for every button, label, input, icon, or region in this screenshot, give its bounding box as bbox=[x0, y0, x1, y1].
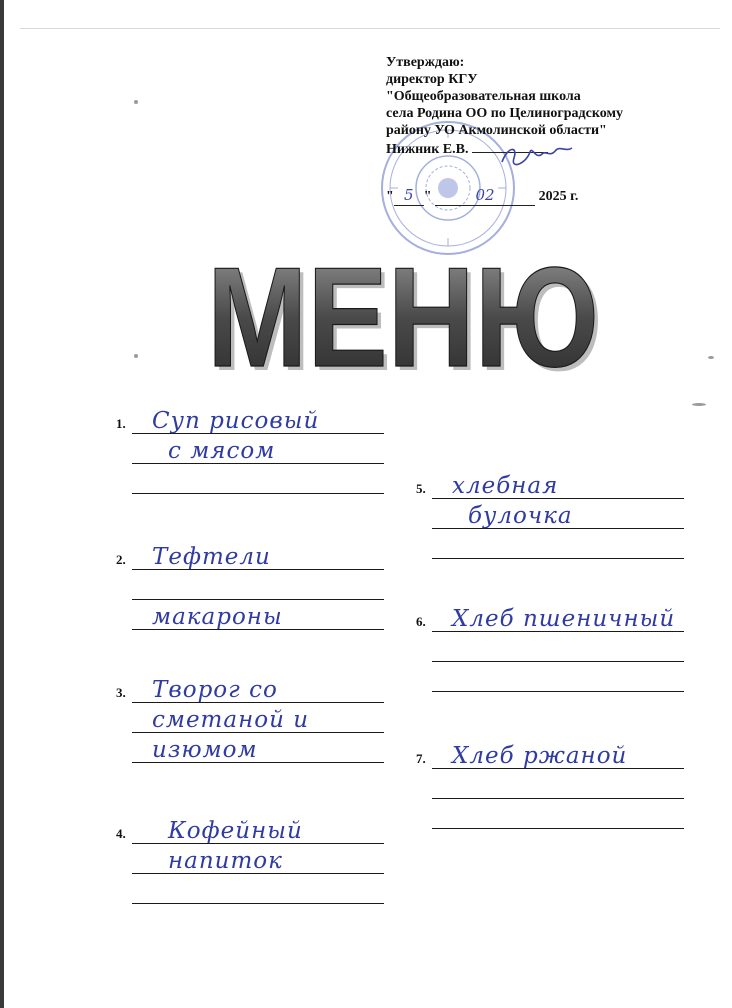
approval-heading: Утверждаю: bbox=[386, 55, 465, 70]
menu-item-3 bbox=[116, 677, 384, 770]
menu-line bbox=[132, 471, 384, 494]
menu-item-2 bbox=[116, 544, 384, 637]
menu-item-text: Хлеб ржаной bbox=[452, 743, 628, 769]
menu-item-1 bbox=[116, 408, 384, 501]
menu-item-number: 5. bbox=[416, 481, 426, 496]
date-day-blank bbox=[394, 187, 424, 206]
menu-line bbox=[132, 438, 384, 464]
scan-speck bbox=[134, 100, 138, 104]
date-quote: " bbox=[423, 189, 432, 204]
menu-line bbox=[432, 536, 684, 559]
menu-item-text: с мясом bbox=[168, 438, 276, 464]
menu-item-number: 4. bbox=[116, 826, 126, 841]
menu-line bbox=[132, 707, 384, 733]
menu-item-text: изюмом bbox=[152, 737, 258, 763]
menu-line bbox=[116, 677, 384, 703]
menu-line bbox=[432, 669, 684, 692]
menu-line bbox=[116, 408, 384, 434]
menu-item-text: напиток bbox=[168, 848, 283, 874]
menu-item-text: макароны bbox=[152, 604, 283, 630]
menu-item-number: 6. bbox=[416, 614, 426, 629]
menu-item-number: 7. bbox=[416, 751, 426, 766]
menu-title bbox=[200, 258, 610, 378]
menu-item-number: 1. bbox=[116, 416, 126, 431]
menu-line bbox=[132, 604, 384, 630]
menu-line bbox=[432, 503, 684, 529]
menu-line bbox=[416, 743, 684, 769]
menu-item-4 bbox=[116, 818, 384, 911]
menu-line bbox=[416, 606, 684, 632]
date-month: 02 bbox=[475, 186, 495, 204]
menu-item-text: Хлеб пшеничный bbox=[452, 606, 676, 632]
approval-date bbox=[386, 187, 578, 206]
menu-item-6 bbox=[416, 606, 684, 699]
approval-position: директор КГУ bbox=[386, 72, 478, 87]
date-quote: " bbox=[386, 189, 394, 204]
approval-signer-name: Нижник Е.В. bbox=[386, 142, 469, 157]
menu-line bbox=[116, 818, 384, 844]
menu-line bbox=[432, 806, 684, 829]
menu-item-text: сметаной и bbox=[152, 707, 310, 733]
menu-line bbox=[416, 473, 684, 499]
menu-item-text: хлебная bbox=[452, 473, 559, 499]
director-signature bbox=[496, 140, 576, 170]
menu-line bbox=[116, 544, 384, 570]
date-year: 2025 г. bbox=[538, 189, 579, 204]
menu-line bbox=[132, 848, 384, 874]
scan-line bbox=[20, 28, 720, 29]
menu-item-text: Тефтели bbox=[152, 544, 271, 570]
menu-title-shadow: МЕНЮ bbox=[211, 258, 603, 378]
menu-line bbox=[432, 639, 684, 662]
date-day: 5 bbox=[404, 186, 414, 204]
menu-line bbox=[132, 577, 384, 600]
scan-edge bbox=[0, 0, 4, 1008]
date-month-blank bbox=[435, 187, 535, 206]
menu-item-text: Суп рисовый bbox=[152, 408, 320, 434]
approval-org-line: району УО Акмолинской области" bbox=[386, 123, 607, 138]
menu-line bbox=[432, 776, 684, 799]
menu-item-number: 3. bbox=[116, 685, 126, 700]
scan-speck bbox=[708, 356, 714, 359]
menu-item-5 bbox=[416, 473, 684, 566]
approval-org-line: села Родина ОО по Целиноградскому bbox=[386, 106, 623, 121]
menu-item-text: Кофейный bbox=[168, 818, 303, 844]
scan-speck bbox=[134, 354, 138, 358]
menu-line bbox=[132, 881, 384, 904]
scan-speck bbox=[692, 403, 706, 406]
menu-item-number: 2. bbox=[116, 552, 126, 567]
menu-item-text: Творог со bbox=[152, 677, 278, 703]
menu-item-text: булочка bbox=[468, 503, 573, 529]
menu-title-text: МЕНЮ bbox=[207, 258, 599, 378]
menu-item-7 bbox=[416, 743, 684, 836]
menu-line bbox=[132, 737, 384, 763]
approval-org-line: "Общеобразовательная школа bbox=[386, 89, 581, 104]
